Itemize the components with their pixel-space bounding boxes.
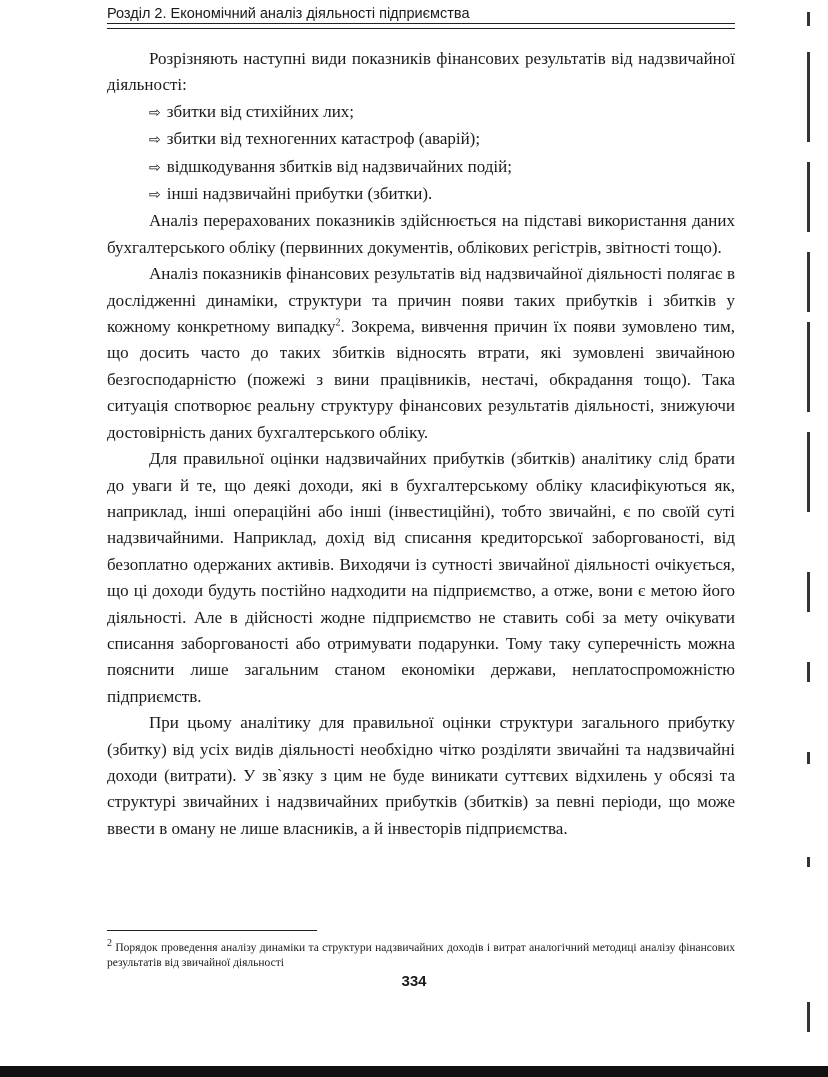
arrow-right-icon: ⇨ [149, 159, 161, 176]
running-header: Розділ 2. Економічний аналіз діяльності підприємства [107, 6, 735, 24]
footnote: $^2$ Порядок проведення аналізу динаміки та структури надзвичайних доходів і витрат аналогічний методиці аналізу фінансових результатів від звичайної діяльності [107, 938, 735, 969]
footnote-rule [107, 930, 317, 931]
list-item: ⇨ інші надзвичайні прибутки (збитки). [149, 184, 433, 204]
list-item: ⇨ збитки від стихійних лих; [149, 101, 355, 121]
footnote-reference: 2 [335, 317, 341, 329]
paragraph-evaluation: Для правильної оцінки надзвичайних прибутків (збитків) аналітику слід брати до уваги й те, що деякі доходи, які в бухгалтерському обліку класифікуються як, наприклад, інші операційні або інші (інвестиційні), тобто звичайні, є по своїй суті надзвичайними. Наприклад, дохід від списання кредиторської заборгованості, від безоплатно одержаних активів. Виходячи із сутності звичайної діяльності очікується, що ці доходи будуть постійно надходити на підприємство, а отже, вони є метою його діяльності. Але в дійсності жодне підприємство не ставить собі за мету очікувати списання заборгованості або отримувати подарунки. Тому таку суперечність можна пояснити лише загальним станом економіки держави, неплатоспроможністю підприємств. [107, 449, 735, 706]
page-body [107, 46, 735, 842]
paragraph-analysis-content: Аналіз показників фінансових результатів від надзвичайної діяльності полягає в дослідженні динаміки, структури та причин появи таких прибутків і збитків у кожному конкретному випадку$^2$. Зокрема, вивчення причин їх появи зумовлено тим, що досить часто до таких збитків відносять втрати, які зумовлені звичайною безгосподарністю (пожежі з вини працівників, нестачі, обкрадання тощо). Така ситуація спотворює реальну структуру фінансових результатів діяльності, знижуючи достовірність даних бухгалтерського обліку. [107, 264, 735, 442]
list-item: ⇨ збитки від техногенних катастроф (аварій); [149, 129, 481, 149]
intro-paragraph: Розрізняють наступні види показників фінансових результатів від надзвичайної діяльності: [107, 49, 735, 95]
arrow-right-icon: ⇨ [149, 187, 161, 204]
page-number: 334 [401, 973, 427, 990]
list-item: ⇨ відшкодування збитків від надзвичайних подій; [149, 156, 512, 176]
arrow-right-icon: ⇨ [149, 132, 161, 149]
footnote-marker: 2 [107, 938, 112, 950]
scan-margin-artifacts [804, 12, 814, 1032]
header-rule [107, 28, 735, 29]
paragraph-structure: При цьому аналітику для правильної оцінки структури загального прибутку (збитку) від усіх видів діяльності необхідно чітко розділяти звичайні та надзвичайні доходи (витрати). У зв`язку з цим не буде виникати суттєвих відхилень у обсязі та структурі звичайних і надзвичайних прибутків (збитків) за певні періоди, що може ввести в оману не лише власників, а й інвесторів підприємства. [107, 713, 735, 838]
scan-edge [0, 1066, 828, 1077]
arrow-right-icon: ⇨ [149, 104, 161, 121]
paragraph-analysis-basis: Аналіз перерахованих показників здійснюється на підставі використання даних бухгалтерського обліку (первинних документів, облікових регістрів, звітності тощо). [107, 211, 735, 257]
